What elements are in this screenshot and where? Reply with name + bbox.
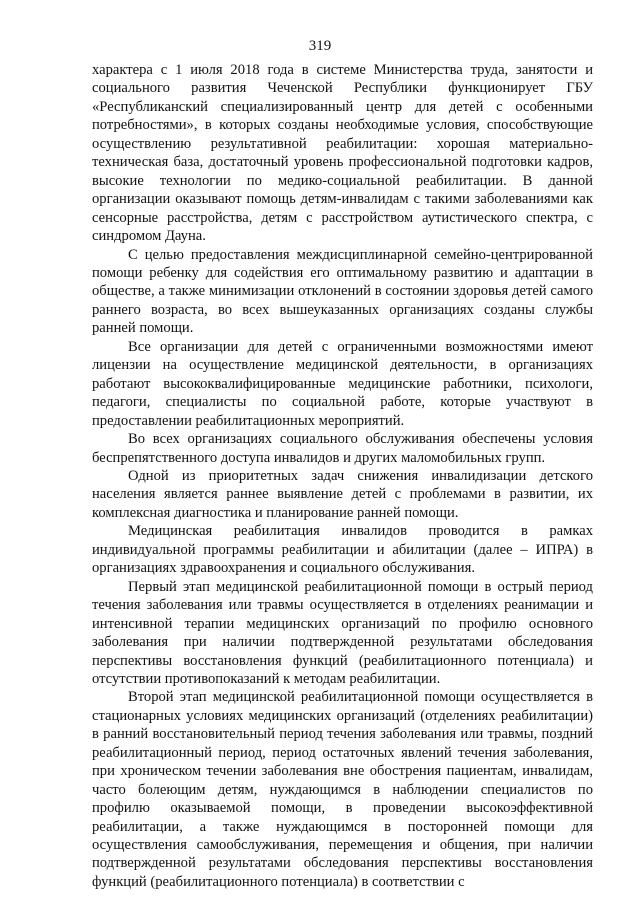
paragraph: Во всех организациях социального обслуживания обеспечены условия беспрепятственного доступа инвалидов и других маломобильных групп. xyxy=(92,431,593,466)
paragraph: Все организации для детей с ограниченными возможностями имеют лицензии на осуществление медицинской деятельности, в организациях работают высококвалифицированные медицинские работники, психологи, педагоги, специалисты по социальной работе, которые участвуют в предоставлении реабилитационных мероприятий. xyxy=(92,338,593,429)
paragraph: Одной из приоритетных задач снижения инвалидизации детского населения является раннее выявление детей с проблемами в развитии, их комплексная диагностика и планирование ранней помощи. xyxy=(92,467,593,521)
paragraph: Второй этап медицинской реабилитационной помощи осуществляется в стационарных условиях медицинских организаций (отделениях реабилитации) в ранний восстановительный период течения заболевания или травмы, поздний реабилитационный период, период остаточных явлений течения заболевания, при хроническом течении заболевания вне обострения пациентам, инвалидам, часто болеющим детям, нуждающимся в наблюдении специалистов по профилю оказываемой помощи, в проведении высокоэффективной реабилитации, а также нуждающимся в посторонней помощи для осуществления самообслуживания, перемещения и общения, при наличии подтвержденной результатами обследования перспективы восстановления функций (реабилитационного потенциала) в соответствии с xyxy=(92,689,593,890)
paragraph: С целью предоставления междисциплинарной семейно-центрированной помощи ребенку для содействия его оптимальному развитию и адаптации в обществе, а также минимизации отклонений в состоянии здоровья детей самого раннего возраста, во всех вышеуказанных организациях созданы службы ранней помощи. xyxy=(92,246,593,337)
page-number: 319 xyxy=(308,38,332,54)
paragraph: характера с 1 июля 2018 года в системе Министерства труда, занятости и социального развития Чеченской Республики функционирует ГБУ «Республиканский специализированный центр для детей с особенными потребностями», в которых созданы необходимые условия, способствующие осуществлению результативной реабилитации: хорошая материально-техническая база, достаточный уровень профессиональной подготовки кадров, высокие технологии по медико-социальной реабилитации. В данной организации оказывают помощь детям-инвалидам с такими заболеваниями как сенсорные расстройства, детям с расстройством аутистического спектра, с синдромом Дауна. xyxy=(92,62,593,245)
paragraph: Медицинская реабилитация инвалидов проводится в рамках индивидуальной программы реабилитации и абилитации (далее – ИПРА) в организациях здравоохранения и социального обслуживания. xyxy=(92,523,593,577)
paragraph: Первый этап медицинской реабилитационной помощи в острый период течения заболевания или травмы осуществляется в отделениях реанимации и интенсивной терапии медицинских организаций по профилю основного заболевания при наличии подтвержденной результатами обследования перспективы восстановления функций (реабилитационного потенциала) и отсутствии противопоказаний к методам реабилитации. xyxy=(92,578,593,687)
document-body xyxy=(92,61,593,891)
